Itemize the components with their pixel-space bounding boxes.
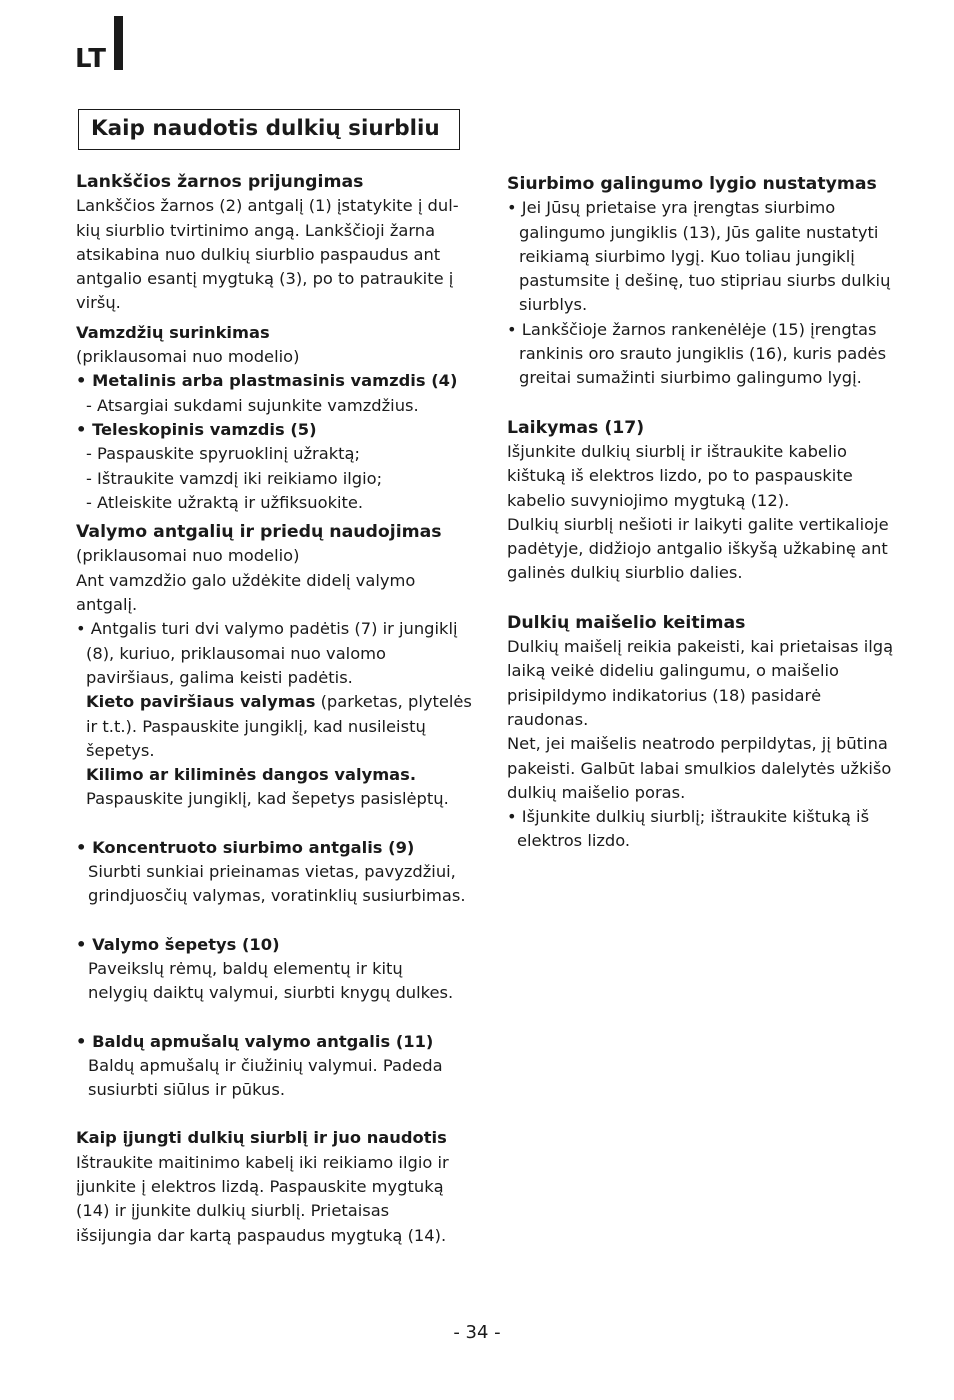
text-line: kištuką iš elektros lizdo, po to paspauskite [507,466,853,486]
text-line: laiką veikė dideliu galingumu, o maišelio [507,661,840,681]
metal-tube-bullet: • Metalinis arba plastmasinis vamzdis (4) [76,371,458,391]
crevice-nozzle-bullet: • Koncentruoto siurbimo antgalis (9) [76,837,415,857]
text-line: įjunkite į elektros lizdą. Paspauskite mygtuką [76,1176,444,1196]
text-line: ir t.t.). Paspauskite jungiklį, kad nusileistų [86,716,426,736]
text-line: • Jei Jūsų prietaise yra įrengtas siurbimo [507,198,836,218]
text-line: Ištraukite maitinimo kabelį iki reikiamo ilgio ir [76,1152,449,1172]
left-column [76,170,486,1248]
text-line: Išjunkite dulkių siurblį ir ištraukite kabelio [507,441,847,461]
storage-heading: Laikymas (17) [507,417,645,438]
nozzles-note: (priklausomai nuo modelio) [76,546,300,566]
text-line: galinės dulkių siurblio dalies. [507,563,743,583]
text-line: Dulkių maišelį reikia pakeisti, kai prietaisas ilgą [507,637,894,657]
text-line: grindjuosčių valymas, voratinklių susiurbimas. [88,886,466,906]
page-number: - 34 - [453,1322,501,1343]
language-tag: LT [75,44,107,74]
text-line: reikiamą siurbimo lygį. Kuo toliau jungiklį [519,246,855,266]
right-column [507,172,907,854]
text-line: (14) ir įjunkite dulkių siurblį. Prietaisas [76,1201,390,1221]
page-title: Kaip naudotis dulkių siurbliu [91,116,440,141]
text-line: prisipildymo indikatorius (18) pasidarė [507,685,822,705]
switch-on-heading: Kaip įjungti dulkių siurblį ir juo naudotis [76,1128,447,1148]
hard-floor-rest: (parketas, plytelės [315,692,472,712]
text-line: kabelio suvyniojimo mygtuką (12). [507,490,790,510]
text-line: • Lankščioje žarnos rankenėlėje (15) įrengtas [507,319,877,339]
text-line: Lankščios žarnos (2) antgalį (1) įstatykite į dul- [76,196,459,216]
hose-connection-heading: Lankščios žarnos prijungimas [76,172,364,192]
text-line: antgalį. [76,595,138,615]
text-line: Paveikslų rėmų, baldų elementų ir kitų [88,958,403,978]
section-title-box [78,109,460,150]
text-line: Net, jei maišelis neatrodo perpildytas, jį būtina [507,734,888,754]
text-line: atsikabina nuo dulkių siurblio paspaudus ant [76,244,441,264]
text-line: nelygių daiktų valymui, siurbti knygų dulkes. [88,983,454,1003]
text-line: (8), kuriuo, priklausomai nuo valomo [86,643,386,663]
text-line: kių siurblio tvirtinimo angą. Lankščioji žarna [76,220,436,240]
text-line: • Išjunkite dulkių siurblį; ištraukite kištuką iš [507,807,870,827]
carpet-text: Paspauskite jungiklį, kad šepetys pasislėptų. [86,789,449,809]
text-line: Baldų apmušalų ir čiužinių valymui. Padeda [88,1055,443,1075]
text-line: pakeisti. Galbūt labai smulkios dalelytės užkišo [507,758,892,778]
bag-replacement-heading: Dulkių maišelio keitimas [507,612,746,633]
text-line: padėtyje, didžiojo antgalio iškyšą užkabinę ant [507,539,888,559]
text-line: raudonas. [507,709,589,729]
hard-floor-label: Kieto paviršiaus valymas [86,692,316,712]
text-line: paviršiaus, galima keisti padėtis. [86,667,353,687]
upholstery-nozzle-bullet: • Baldų apmušalų valymo antgalis (11) [76,1031,434,1051]
text-line: rankinis oro srauto jungiklis (16), kuris padės [519,344,887,364]
text-line: siurblys. [519,295,588,315]
text-line: Dulkių siurblį nešioti ir laikyti galite vertikalioje [507,514,889,534]
carpet-label: Kilimo ar kiliminės dangos valymas. [86,765,417,785]
metal-tube-text: - Atsargiai sukdami sujunkite vamzdžius. [86,395,419,415]
tube-assembly-heading: Vamzdžių surinkimas [76,322,270,342]
text-line: Siurbti sunkiai prieinamas vietas, pavyzdžiui, [88,862,456,882]
text-line: - Ištraukite vamzdį iki reikiamo ilgio; [86,468,383,488]
text-line: greitai sumažinti siurbimo galingumo lygį. [519,368,862,388]
text-line: - Atleiskite užraktą ir užfiksuokite. [86,492,364,512]
text-line: - Paspauskite spyruoklinį užraktą; [86,444,360,464]
language-marker-bar [114,16,123,70]
text-line: viršų. [76,293,121,313]
hose-connection-text [76,194,486,315]
nozzles-heading: Valymo antgalių ir priedų naudojimas [76,522,442,543]
text-line: dulkių maišelio poras. [507,782,686,802]
text-line: išsijungia dar kartą paspaudus mygtuką (14). [76,1225,447,1245]
suction-power-heading: Siurbimo galingumo lygio nustatymas [507,174,877,194]
text-line: • Antgalis turi dvi valymo padėtis (7) ir jungiklį [76,619,458,639]
text-line: šepetys. [86,740,155,760]
text-line: antgalio esantį mygtuką (3), po to patraukite į [76,269,454,289]
text-line: galingumo jungiklis (13), Jūs galite nustatyti [519,222,879,242]
text-line: Ant vamzdžio galo uždėkite didelį valymo [76,570,416,590]
telescopic-tube-bullet: • Teleskopinis vamzdis (5) [76,419,317,439]
brush-bullet: • Valymo šepetys (10) [76,934,280,954]
text-line: susiurbti siūlus ir pūkus. [88,1080,286,1100]
text-line: pastumsite į dešinę, tuo stipriau siurbs dulkių [519,271,891,291]
tube-assembly-note: (priklausomai nuo modelio) [76,347,300,367]
text-line: elektros lizdo. [517,831,631,851]
